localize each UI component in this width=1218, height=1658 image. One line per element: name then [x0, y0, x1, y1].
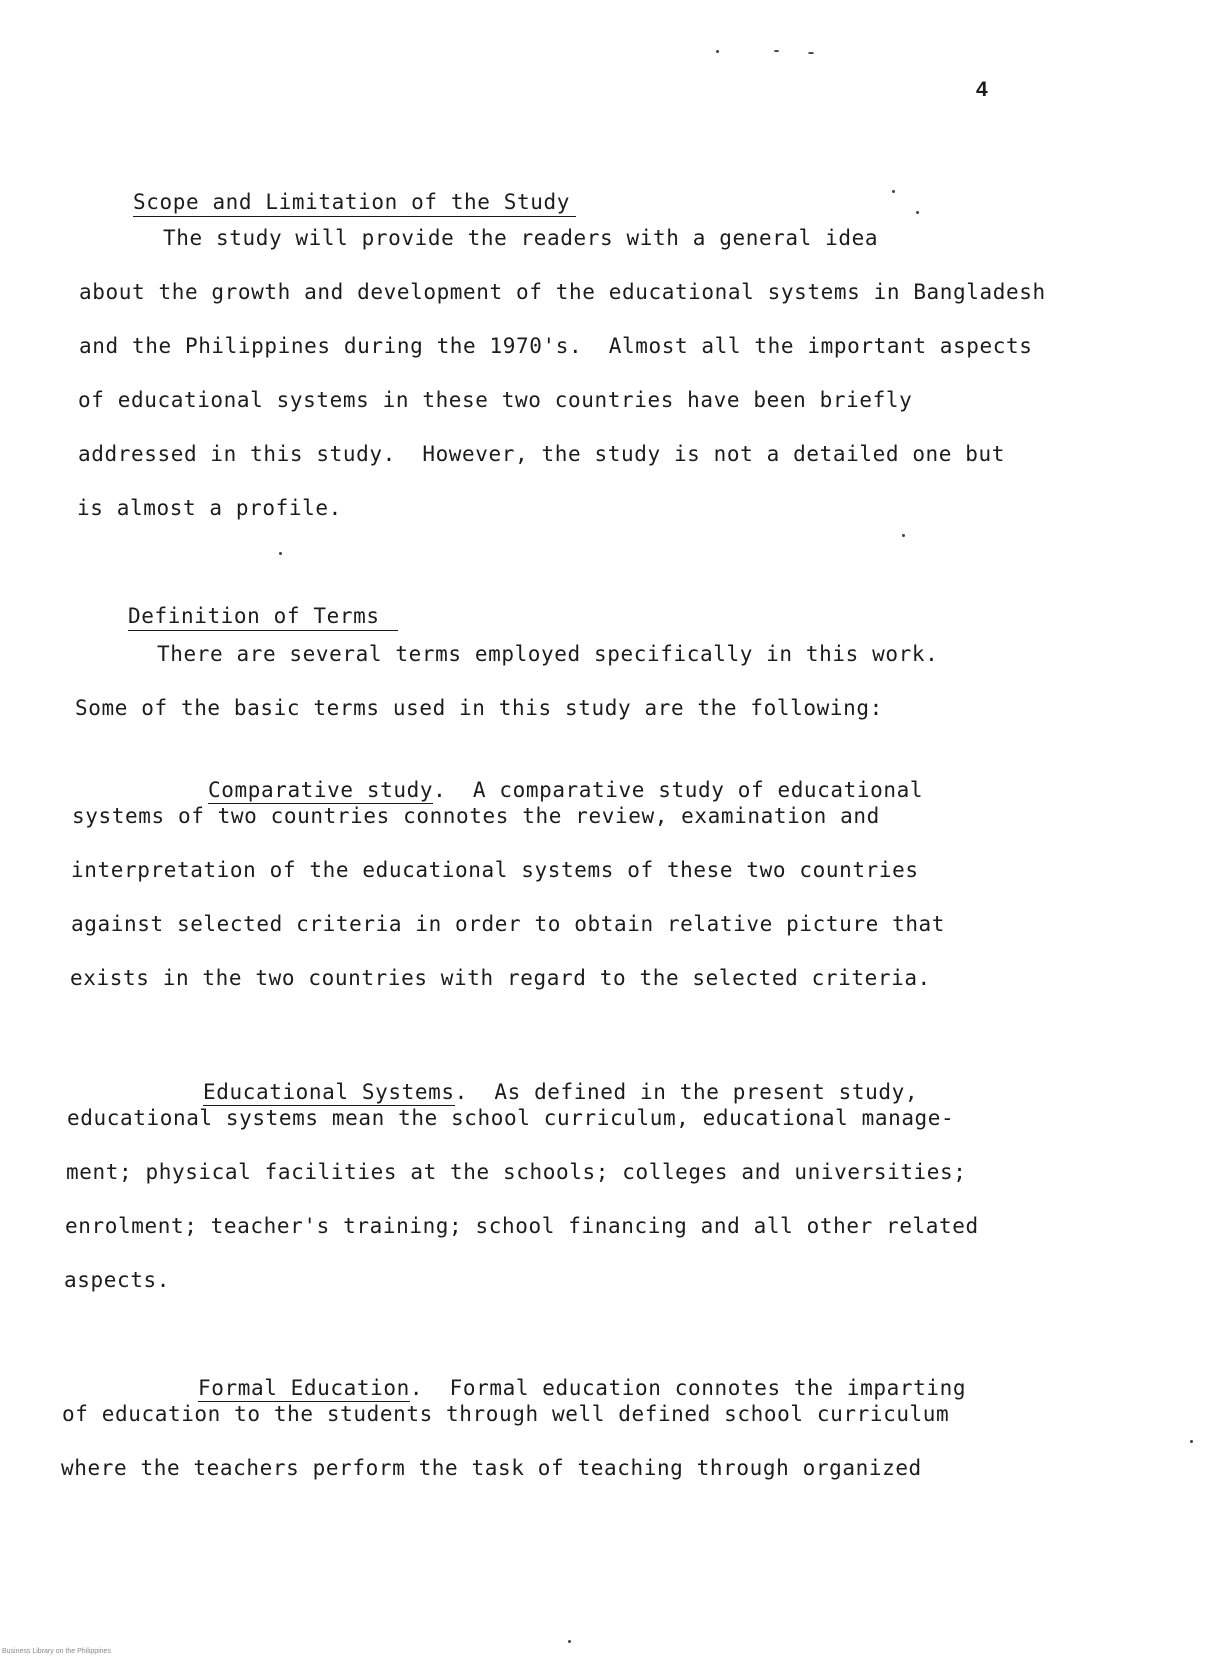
formal-line-3: where the teachers perform the task of teaching through organized [61, 1456, 922, 1480]
scope-line-1: The study will provide the readers with a general idea [163, 226, 879, 250]
educational-line-2: educational systems mean the school curriculum, educational manage- [67, 1106, 955, 1130]
scan-speck [892, 190, 895, 193]
scope-line-3: and the Philippines during the 1970's. Almost all the important aspects [79, 334, 1033, 358]
comparative-line-5: exists in the two countries with regard to the selected criteria. [70, 966, 931, 990]
scan-speck [916, 211, 919, 214]
comparative-line-4: against selected criteria in order to obtain relative picture that [71, 912, 946, 936]
scan-speck [902, 534, 905, 537]
term-formal-education: Formal Education [197, 1376, 410, 1400]
heading-terms-text: Definition of Terms [128, 604, 398, 631]
scan-speck [568, 1640, 571, 1643]
page-number: 4 [976, 78, 988, 101]
educational-line-4: enrolment; teacher's training; school financing and all other related [65, 1214, 979, 1238]
formal-first-rest: . Formal education connotes the imparting [409, 1376, 967, 1400]
scan-speck [1190, 1440, 1193, 1443]
scope-line-5: addressed in this study. However, the study is not a detailed one but [78, 442, 1006, 466]
scan-speck [808, 52, 814, 54]
comparative-line-3: interpretation of the educational systems of these two countries [71, 858, 919, 882]
scope-line-4: of educational systems in these two countries have been briefly [78, 388, 913, 412]
footer-text: Business Library on the Philippines [2, 1648, 111, 1655]
educational-first-rest: . As defined in the present study, [454, 1080, 919, 1104]
scan-speck [716, 50, 719, 53]
comparative-first-rest: . A comparative study of educational [433, 778, 924, 802]
scope-line-2: about the growth and development of the educational systems in Bangladesh [79, 280, 1046, 304]
formal-line-2: of education to the students through well defined school curriculum [62, 1402, 950, 1426]
terms-intro-line-2: Some of the basic terms used in this study are the following: [75, 696, 883, 720]
educational-line-5: aspects. [64, 1268, 170, 1292]
educational-line-3: ment; physical facilities at the schools; colleges and universities; [66, 1160, 967, 1184]
scope-line-6: is almost a profile. [77, 496, 342, 520]
scan-speck [279, 552, 282, 555]
scan-speck [774, 50, 779, 52]
term-comparative-study: Comparative study [207, 778, 434, 802]
terms-intro-line-1: There are several terms employed specifically in this work. [157, 642, 939, 666]
heading-scope-text: Scope and Limitation of the Study [133, 190, 576, 217]
term-educational-systems: Educational Systems [202, 1080, 455, 1104]
comparative-line-2: systems of two countries connotes the review, examination and [72, 804, 880, 828]
